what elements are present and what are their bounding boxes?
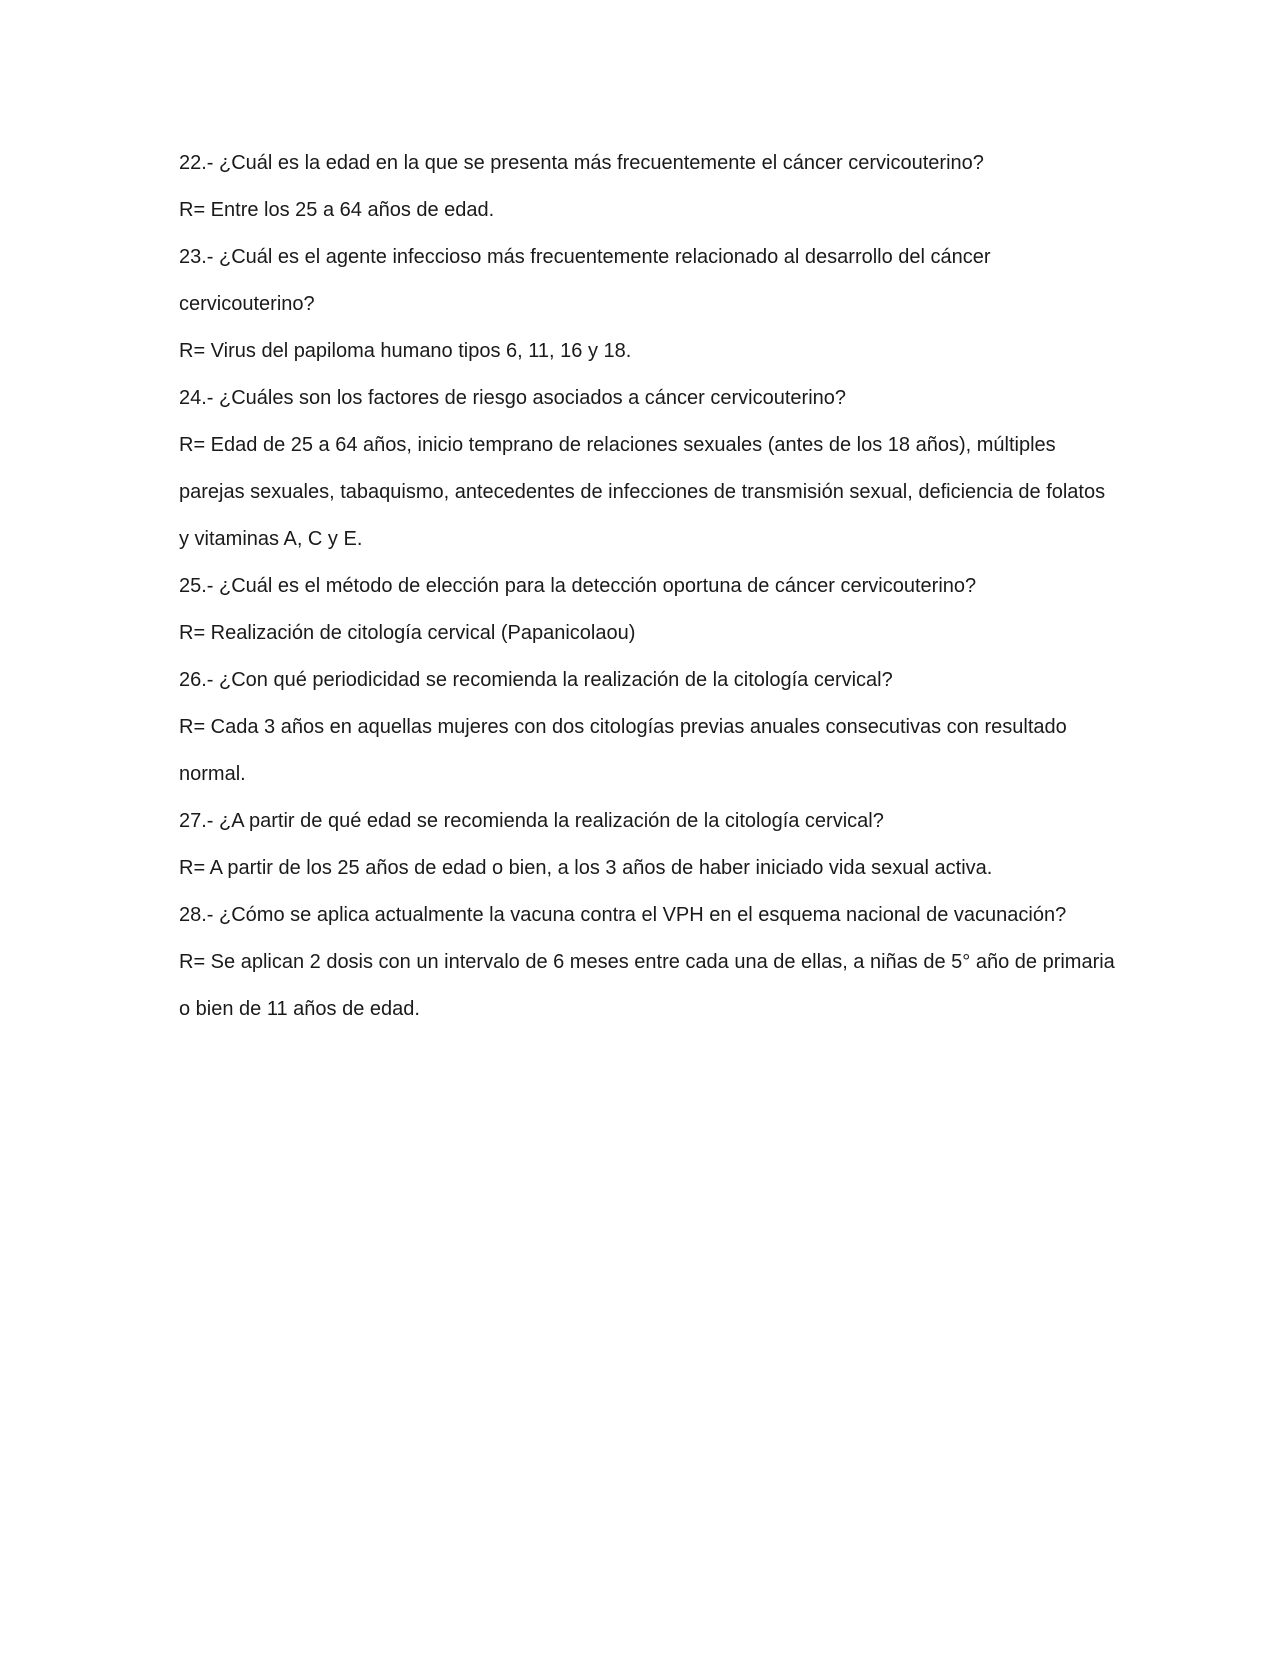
question-25: 25.- ¿Cuál es el método de elección para la detección oportuna de cáncer cervicouterino?: [179, 575, 977, 597]
answer-24: R= Edad de 25 a 64 años, inicio temprano de relaciones sexuales (antes de los 18 años), múltiples parejas sexuales, tabaquismo, antecedentes de infecciones de transmisión sexual, deficiencia de folatos y vitaminas A, C y E.: [179, 434, 1106, 550]
answer-25: R= Realización de citología cervical (Papanicolaou): [179, 622, 636, 644]
answer-27: R= A partir de los 25 años de edad o bien, a los 3 años de haber iniciado vida sexual activa.: [179, 857, 993, 879]
question-22: 22.- ¿Cuál es la edad en la que se presenta más frecuentemente el cáncer cervicouterino?: [179, 152, 984, 174]
question-27: 27.- ¿A partir de qué edad se recomienda la realización de la citología cervical?: [179, 810, 884, 832]
answer-22: R= Entre los 25 a 64 años de edad.: [179, 199, 495, 221]
question-28: 28.- ¿Cómo se aplica actualmente la vacuna contra el VPH en el esquema nacional de vacunación?: [179, 904, 1067, 926]
question-24: 24.- ¿Cuáles son los factores de riesgo asociados a cáncer cervicouterino?: [179, 387, 847, 409]
question-23: 23.- ¿Cuál es el agente infeccioso más frecuentemente relacionado al desarrollo del cáncer cervicouterino?: [179, 246, 991, 315]
answer-23: R= Virus del papiloma humano tipos 6, 11, 16 y 18.: [179, 340, 632, 362]
document-body: [179, 140, 1119, 1033]
question-26: 26.- ¿Con qué periodicidad se recomienda la realización de la citología cervical?: [179, 669, 893, 691]
answer-28: R= Se aplican 2 dosis con un intervalo de 6 meses entre cada una de ellas, a niñas de 5° año de primaria o bien de 11 años de edad.: [179, 951, 1115, 1020]
answer-26: R= Cada 3 años en aquellas mujeres con dos citologías previas anuales consecutivas con resultado normal.: [179, 716, 1067, 785]
